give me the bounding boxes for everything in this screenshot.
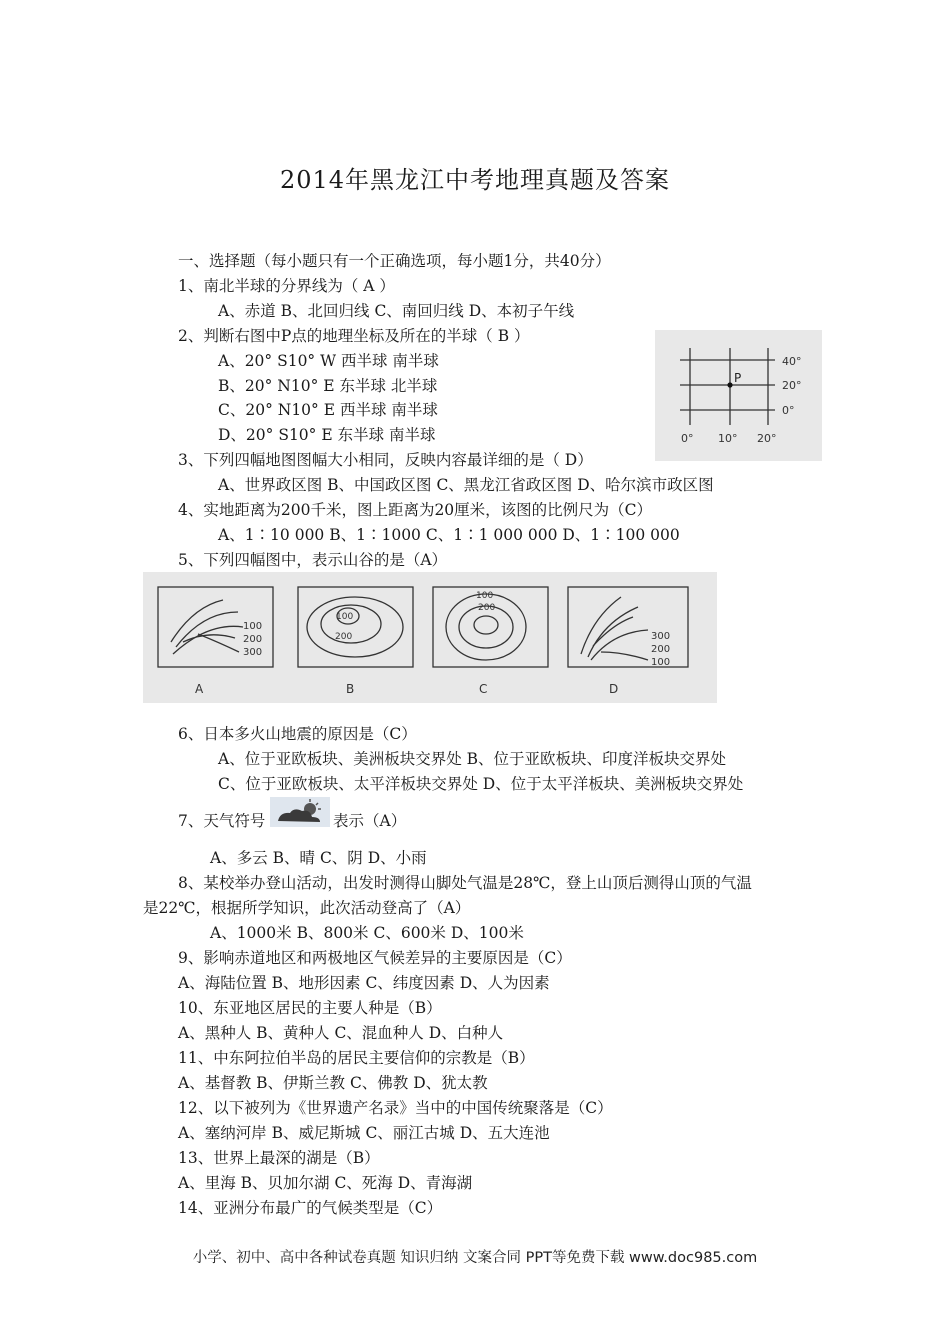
contour-d-label-1: 300: [651, 631, 671, 642]
question-9: 9、影响赤道地区和两极地区气候差异的主要原因是（C）: [178, 949, 572, 967]
question-1: 1、南北半球的分界线为（ A ）: [178, 277, 395, 295]
question-11-options: A、基督教 B、伊斯兰教 C、佛教 D、犹太教: [178, 1074, 488, 1092]
contour-b-label-1: 100: [336, 612, 354, 622]
contour-b-label-2: 200: [335, 632, 353, 642]
contour-d-label-2: 200: [651, 644, 671, 655]
page-title: 2014年黑龙江中考地理真题及答案: [279, 166, 671, 194]
contour-panel-b-label: B: [346, 682, 355, 696]
question-2-option-a: A、20° S10° W 西半球 南半球: [218, 352, 439, 370]
question-2: 2、判断右图中P点的地理坐标及所在的半球（ B ）: [178, 327, 530, 345]
contour-c-label-2: 200: [478, 603, 496, 613]
question-2-option-d: D、20° S10° E 东半球 南半球: [218, 426, 436, 444]
lon-label-10: 10°: [718, 432, 738, 445]
question-3-options: A、世界政区图 B、中国政区图 C、黑龙江省政区图 D、哈尔滨市政区图: [218, 476, 714, 494]
page-footer: 小学、初中、高中各种试卷真题 知识归纳 文案合同 PPT等免费下载 www.doc985.com: [192, 1250, 758, 1266]
point-p-label: P: [734, 371, 742, 385]
question-4-options: A、1∶10 000 B、1∶1000 C、1∶1 000 000 D、1∶100 000: [218, 526, 680, 544]
contour-panel-c-label: C: [479, 682, 488, 696]
question-8: 8、某校举办登山活动，出发时测得山脚处气温是28℃，登上山顶后测得山顶的气温: [178, 874, 752, 892]
contour-a-label-1: 100: [243, 621, 263, 632]
contour-panel-a-label: A: [195, 682, 204, 696]
question-10: 10、东亚地区居民的主要人种是（B）: [178, 999, 442, 1017]
question-7-prefix: 7、天气符号: [178, 812, 266, 830]
question-2-option-c: C、20° N10° E 西半球 南半球: [218, 401, 438, 419]
lat-lon-grid-figure: [655, 330, 822, 461]
contour-c-label-1: 100: [476, 591, 494, 601]
question-14: 14、亚洲分布最广的气候类型是（C）: [178, 1199, 443, 1217]
question-7-options: A、多云 B、晴 C、阴 D、小雨: [210, 849, 427, 867]
question-6-options-ab: A、位于亚欧板块、美洲板块交界处 B、位于亚欧板块、印度洋板块交界处: [218, 750, 727, 768]
lat-label-40: 40°: [782, 355, 802, 368]
contour-map-figure: [143, 572, 717, 703]
lon-label-0: 0°: [681, 432, 694, 445]
question-3: 3、下列四幅地图图幅大小相同，反映内容最详细的是（ D）: [178, 451, 593, 469]
question-13-options: A、里海 B、贝加尔湖 C、死海 D、青海湖: [178, 1174, 473, 1192]
contour-a-label-2: 200: [243, 634, 263, 645]
question-13: 13、世界上最深的湖是（B）: [178, 1149, 380, 1167]
question-10-options: A、黑种人 B、黄种人 C、混血种人 D、白种人: [178, 1024, 504, 1042]
question-12-options: A、塞纳河岸 B、威尼斯城 C、丽江古城 D、五大连池: [178, 1124, 550, 1142]
question-8-cont: 是22℃，根据所学知识，此次活动登高了（A）: [143, 899, 471, 917]
contour-a-label-3: 300: [243, 647, 263, 658]
weather-symbol-icon: [270, 797, 330, 827]
lon-label-20: 20°: [757, 432, 777, 445]
question-12: 12、以下被列为《世界遗产名录》当中的中国传统聚落是（C）: [178, 1099, 613, 1117]
contour-panel-b-frame: [298, 587, 413, 667]
contour-d-label-3: 100: [651, 657, 671, 668]
question-11: 11、中东阿拉伯半岛的居民主要信仰的宗教是（B）: [178, 1049, 535, 1067]
question-8-options: A、1000米 B、800米 C、600米 D、100米: [210, 924, 524, 942]
question-9-options: A、海陆位置 B、地形因素 C、纬度因素 D、人为因素: [178, 974, 550, 992]
contour-panel-d-label: D: [609, 682, 619, 696]
lat-label-0: 0°: [782, 404, 795, 417]
point-p-marker: [727, 382, 732, 387]
question-1-options: A、赤道 B、北回归线 C、南回归线 D、本初子午线: [218, 302, 575, 320]
lat-label-20: 20°: [782, 379, 802, 392]
section-heading: 一、选择题（每小题只有一个正确选项，每小题1分，共40分）: [178, 252, 611, 270]
question-4: 4、实地距离为200千米，图上距离为20厘米，该图的比例尺为（C）: [178, 501, 653, 519]
question-2-option-b: B、20° N10° E 东半球 北半球: [218, 377, 438, 395]
question-5: 5、下列四幅图中，表示山谷的是（A）: [178, 551, 448, 569]
question-7-suffix: 表示（A）: [333, 812, 407, 830]
question-6: 6、日本多火山地震的原因是（C）: [178, 725, 417, 743]
question-6-options-cd: C、位于亚欧板块、太平洋板块交界处 D、位于太平洋板块、美洲板块交界处: [218, 775, 744, 793]
